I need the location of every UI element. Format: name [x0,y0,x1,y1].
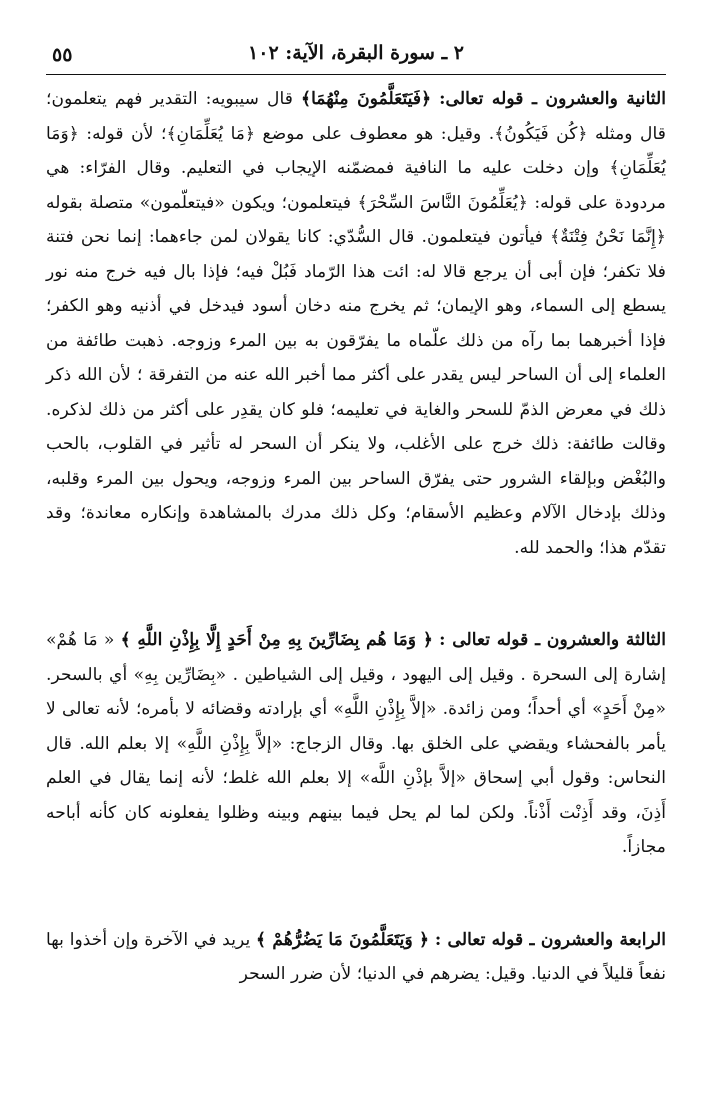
commentary-text: يريد في الآخرة وإن أخذوا بها نفعاً قليلاً في الدنيا. وقيل: يضرهم في الدنيا؛ لأن ضرر السحر [46,929,666,984]
section-heading: الرابعة والعشرون ـ قوله تعالى : [434,929,667,950]
section-twenty-third [46,623,666,865]
running-header [46,34,666,75]
commentary-text: قال سيبويه: التقدير فهم يتعلمون؛ قال ومثله ﴿كُن فَيَكُونُ﴾. وقيل: هو معطوف على موضع ﴿مَا يُعَلِّمَانِ﴾؛ لأن قوله: ﴿وَمَا يُعَلِّمَانِ﴾ وإن دخلت عليه ما النافية فمضمّنه الإيجاب في التعليم. وقال الفرّاء: هي مردودة على قوله: ﴿يُعَلِّمُونَ النَّاسَ السِّحْرَ﴾ فيتعلمون؛ ويكون «فيتعلّمون» متصلة بقوله ﴿إِنَّمَا نَحْنُ فِتْنَةٌ﴾ فيأتون فيتعلمون. قال السُّدّي: كانا يقولان لمن جاءهما: إنما نحن فتنة فلا تكفر؛ فإن أبى أن يرجع قالا له: ائت هذا الرّماد فَبُلْ فيه؛ فإذا بال فيه خرج منه نور يسطع إلى السماء، وهو الإيمان؛ ثم يخرج منه دخان أسود فيدخل في أذنيه وهو الكفر؛ فإذا أخبرهما بما رآه من ذلك علّماه ما يفرّقون به بين المرء وزوجه. ذهبت طائفة من العلماء إلى أن الساحر ليس يقدر على أكثر مما أخبر الله عنه من التفرقة ؛ لأن الله ذكر ذلك في معرض الذمّ للسحر والغاية في تعليمه؛ فلو كان يقدِر على أكثر من ذلك لذكره. وقالت طائفة: ذلك خرج على الأغلب، ولا ينكر أن السحر له تأثير في القلوب، بالحب والبُغْض وبإلقاء الشرور حتى يفرّق الساحر بين المرء وزوجه، ويحول بين المرء وقلبه، وذلك بإدخال الآلام وعظيم الأسقام؛ وكل ذلك مدرك بالمشاهدة وإنكاره معاندة؛ وقد تقدّم هذا؛ والحمد لله. [46,89,666,558]
section-heading: الثانية والعشرون ـ قوله تعالى: [439,89,667,109]
section-paragraph [46,82,666,565]
header-title: ٢ ـ سورة البقرة، الآية: ١٠٢ [248,42,464,64]
quran-verse: ﴿فَيَتَعَلَّمُونَ مِنْهُمَا﴾ [301,89,432,109]
section-heading: الثالثة والعشرون ـ قوله تعالى : [439,630,667,650]
quran-verse: ﴿ وَمَا هُم بِضَارِّينَ بِهِ مِنْ أَحَدٍ إِلَّا بِإِذْنِ اللَّهِ ﴾ [120,630,433,650]
section-twenty-fourth [46,923,666,992]
quran-verse: ﴿ وَيَتَعَلَّمُونَ مَا يَضُرُّهُمْ ﴾ [256,929,430,950]
page-number: ٥٥ [52,44,73,66]
commentary-text: « مَا هُمْ» إشارة إلى السحرة . وقيل إلى اليهود ، وقيل إلى الشياطين . «بِضَارِّين بِهِ» أي بالسحر. «مِنْ أَحَدٍ» أي أحداً؛ ومن زائدة. «إلاَّ بِإِذْنِ اللَّهِ» أي بإرادته وقضائه لا بأمره؛ لأنه تعالى لا يأمر بالفحشاء ويقضي على الخلق بها. وقال الزجاج: «إلاَّ بِإِذْنِ اللَّهِ» إلا بعلم الله. قال النحاس: وقول أبي إسحاق «إلاَّ بإذْنِ اللَّه» إلا بعلم الله غلط؛ لأنه إنما يقال في العلم أَذِنَ، وقد أَذِنْت أَذْناً. ولكن لما لم يحل فيما بينهم وبينه وظلوا يفعلونه كان كأنه أباحه مجازاً. [46,630,666,857]
book-page [46,34,666,992]
section-paragraph [46,623,666,865]
section-twenty-second [46,82,666,565]
section-paragraph [46,923,666,992]
